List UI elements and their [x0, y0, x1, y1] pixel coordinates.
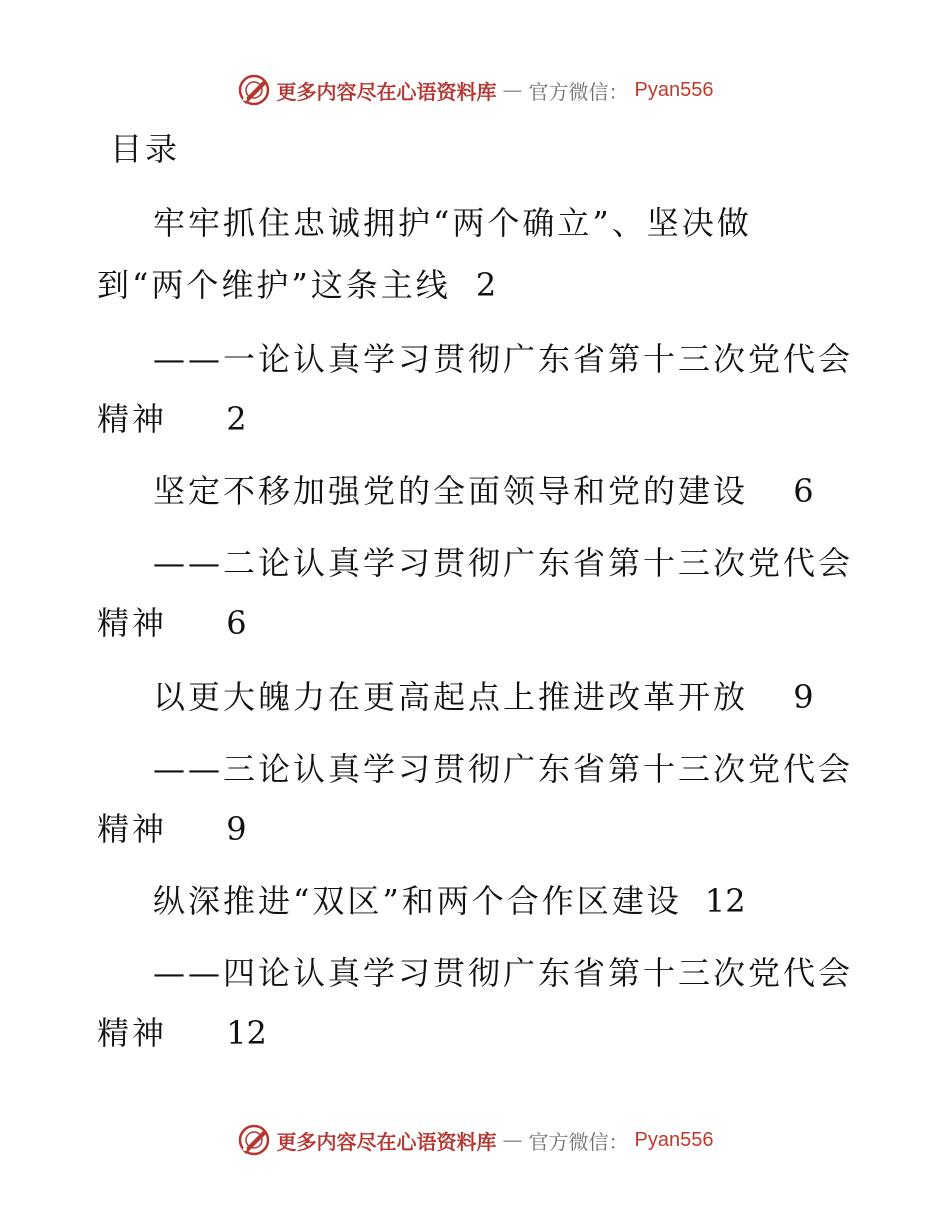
- toc-entry-text: ——二论认真学习贯彻广东省第十三次党代会: [153, 544, 854, 582]
- toc-entry-page-number: 6: [793, 472, 814, 510]
- toc-entry-1-line1[interactable]: [153, 198, 752, 244]
- toc-entry-text: 牢牢抓住忠诚拥护“两个确立”、坚决做: [153, 204, 752, 242]
- toc-entry-text: 精神: [97, 604, 168, 642]
- toc-entry-page-number: 9: [226, 810, 247, 848]
- banner-promo-text: 更多内容尽在心语资料库: [276, 1129, 497, 1154]
- toc-entry-2-line1[interactable]: [153, 334, 853, 380]
- pen-logo-icon: [237, 73, 271, 107]
- toc-entry-text: 坚定不移加强党的全面领导和党的建设: [153, 472, 749, 510]
- toc-entry-page-number: 6: [226, 604, 247, 642]
- footer-banner: [0, 1120, 950, 1160]
- toc-entry-text: 纵深推进“双区”和两个合作区建设: [153, 882, 682, 920]
- toc-entry-page-number: 2: [475, 266, 497, 304]
- toc-entry-3-line1[interactable]: [153, 466, 814, 512]
- toc-entry-text: 精神: [97, 400, 168, 438]
- banner-wechat-label: 官方微信：: [528, 79, 629, 104]
- toc-entry-text: ——三论认真学习贯彻广东省第十三次党代会: [153, 750, 854, 788]
- toc-entry-page-number: 12: [704, 882, 746, 920]
- toc-entry-5-line1[interactable]: [153, 672, 814, 718]
- header-banner: [0, 70, 950, 110]
- toc-entry-page-number: 12: [226, 1014, 267, 1052]
- banner-dash: —: [502, 78, 523, 102]
- banner-dash: —: [502, 1128, 523, 1152]
- toc-entry-8-line2[interactable]: [97, 1008, 267, 1054]
- toc-entry-text: 以更大魄力在更高起点上推进改革开放: [153, 678, 749, 716]
- banner-wechat-id: Pyan556: [634, 78, 714, 101]
- toc-entry-text: ——四论认真学习贯彻广东省第十三次党代会: [153, 954, 854, 992]
- toc-entry-page-number: 2: [226, 400, 247, 438]
- toc-entry-2-line2[interactable]: [97, 394, 247, 440]
- toc-entry-text: ——一论认真学习贯彻广东省第十三次党代会: [153, 340, 854, 378]
- toc-entry-1-line2[interactable]: [97, 260, 496, 306]
- toc-entry-page-number: 9: [793, 678, 814, 716]
- toc-entry-7-line1[interactable]: [153, 876, 746, 922]
- banner-wechat-label: 官方微信：: [528, 1129, 629, 1154]
- toc-entry-8-line1[interactable]: [153, 948, 853, 994]
- banner-wechat-id: Pyan556: [634, 1128, 714, 1151]
- toc-entry-text: 精神: [97, 810, 168, 848]
- toc-entry-text: 精神: [97, 1014, 168, 1052]
- toc-entry-6-line1[interactable]: [153, 744, 853, 790]
- toc-title: 目录: [110, 130, 181, 168]
- toc-entry-4-line2[interactable]: [97, 598, 247, 644]
- banner-promo-text: 更多内容尽在心语资料库: [276, 79, 497, 104]
- pen-logo-icon: [237, 1123, 271, 1157]
- toc-entry-6-line2[interactable]: [97, 804, 247, 850]
- toc-entry-text: 到“两个维护”这条主线: [97, 266, 451, 304]
- toc-entry-4-line1[interactable]: [153, 538, 853, 584]
